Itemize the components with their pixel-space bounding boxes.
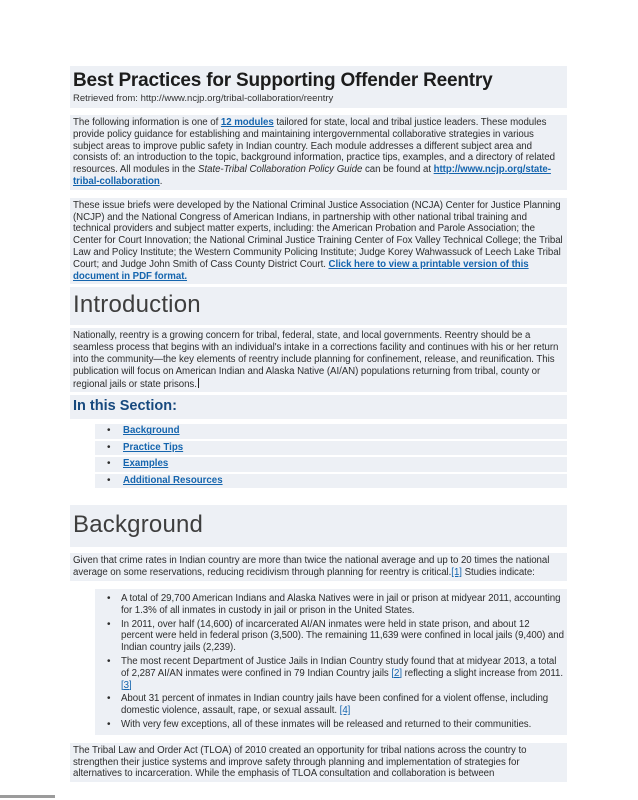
printable-pdf-link[interactable]: Click here to view a printable version of this document in PDF format. — [73, 258, 529, 282]
footnote-1-link[interactable]: [1] — [451, 567, 462, 579]
page-title: Best Practices for Supporting Offender Reentry — [73, 70, 493, 91]
bullet-text: A total of 29,700 American Indians and Alaska Natives were in jail or prison at midyear 2011, accounting for 1.3% of all inmates in custody in jail or prison in the United States. — [121, 592, 561, 616]
list-item — [98, 593, 564, 617]
bullet-text: With very few exceptions, all of these inmates will be released and returned to their communities. — [121, 718, 532, 730]
paragraph-text: Given that crime rates in Indian country are more than twice the national average and up to 20 times the national average on some reservations, reducing recidivism through planning for reentry is critical. — [73, 555, 550, 579]
bullet-text: reflecting a slight increase from 2011. — [401, 667, 563, 679]
in-this-section-list — [95, 424, 567, 488]
list-item — [95, 441, 567, 456]
bullet-text: In 2011, over half (14,600) of incarcerated AI/AN inmates were held in state prison, and about 12 percent were held in federal prison (3,500). The remaining 11,639 were confined in local jails (9,400) and Indian country jails (2,239). — [121, 618, 564, 654]
in-this-section-heading-band — [70, 395, 567, 419]
introduction-paragraph — [70, 328, 567, 392]
footnote-2-link[interactable]: [2] — [391, 667, 402, 679]
text-cursor — [198, 378, 199, 388]
paragraph-text: can be found at — [362, 164, 434, 176]
title-block — [70, 66, 567, 108]
bottom-left-divider — [0, 795, 55, 798]
tloa-paragraph — [70, 743, 567, 782]
footnote-3-link[interactable]: [3] — [121, 679, 132, 691]
background-heading-band — [70, 505, 567, 547]
introduction-heading: Introduction — [73, 291, 201, 319]
list-item — [98, 719, 564, 731]
state-tribal-collaboration-link[interactable]: http://www.ncjp.org/state-tribal-collaboration — [73, 164, 551, 187]
section-link-practice-tips[interactable]: Practice Tips — [123, 441, 184, 453]
overview-paragraph-2 — [70, 198, 567, 285]
paragraph-text: The Tribal Law and Order Act (TLOA) of 2010 created an opportunity for tribal nations across the country to strengthen their justice systems and improve safety through planning and implementation of strategies for alternatives to incarceration. While the emphasis of TLOA consultation and collaboration is between — [73, 744, 527, 780]
bullet-text: About 31 percent of inmates in Indian country jails have been confined for a violent offense, including domestic violence, assault, rape, or sexual assault. — [121, 693, 549, 717]
retrieved-from-line: Retrieved from: http://www.ncjp.org/tribal-collaboration/reentry — [73, 93, 334, 104]
twelve-modules-link[interactable]: 12 modules — [220, 117, 274, 128]
list-item — [98, 656, 564, 691]
list-item — [98, 693, 564, 717]
list-item — [95, 457, 567, 472]
overview-paragraph-1 — [70, 115, 567, 190]
list-item — [95, 474, 567, 489]
policy-guide-title: State-Tribal Collaboration Policy Guide — [198, 164, 363, 176]
paragraph-text: Nationally, reentry is a growing concern for tribal, federal, state, and local governments. Reentry should be a seamless process that begins with an individual's intake in a corrections facility and continues with his or her return into the community—the key elements of reentry include planning for confinement, release, and reunification. This publication will focus on American Indian and Alaska Native (AI/AN) populations returning from tribal, county or regional jails or state prisons. — [73, 330, 559, 390]
section-link-examples[interactable]: Examples — [123, 458, 169, 470]
paragraph-text: Studies indicate: — [461, 567, 535, 579]
document-content — [70, 66, 567, 782]
list-item — [95, 424, 567, 439]
background-heading: Background — [73, 511, 204, 539]
in-this-section-heading: In this Section: — [73, 398, 177, 415]
paragraph-text: These issue briefs were developed by the National Criminal Justice Association (NCJA) Center for Justice Planning (NCJP) and the National Congress of American Indians, in partnership with other national tribal training and technical providers and subject matter experts, including: the American Probation and Parole Association; the Center for Court Innovation; the National Criminal Justice Training Center of Fox Valley Technical College; the Tribal Law and Policy Institute; the Western Community Policing Institute; Judge Korey Wahwassuck of Leech Lake Tribal Court; and Judge John Smith of Cass County District Court. — [73, 199, 563, 270]
section-link-additional-resources[interactable]: Additional Resources — [123, 474, 223, 486]
paragraph-text: tailored for state, local and tribal justice leaders. These modules provide policy guidance for establishing and maintaining intergovernmental collaborative strategies in various subject areas to improve public safety in Indian country. Each module addresses a different subject area and consists of: an introduction to the topic, background information, practice tips, examples, and a directory of related resources. All modules in the — [73, 117, 555, 176]
background-bullet-list — [95, 589, 567, 735]
section-link-background[interactable]: Background — [123, 425, 180, 437]
paragraph-text: . — [159, 175, 163, 187]
introduction-heading-band — [70, 287, 567, 325]
paragraph-text: The following information is one of — [73, 117, 221, 128]
list-item — [98, 619, 564, 654]
footnote-4-link[interactable]: [4] — [339, 705, 351, 717]
background-paragraph — [70, 553, 567, 581]
bullet-text: The most recent Department of Justice Jails in Indian Country study found that at midyear 2013, a total of 2,287 AI/AN inmates were confined in 79 Indian Country jails — [121, 655, 557, 679]
